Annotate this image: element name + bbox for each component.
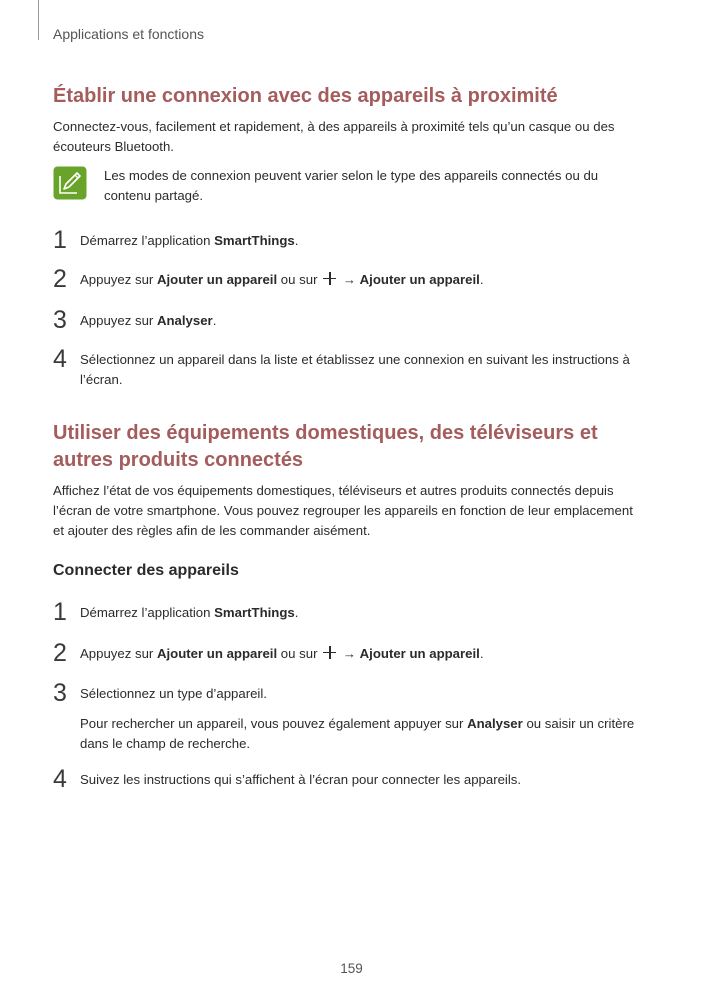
step-text <box>80 311 640 331</box>
step-text-post: . <box>212 313 217 328</box>
step-extra-text <box>80 714 640 754</box>
step-text-post: . <box>479 272 484 287</box>
section-1-intro-text: Connectez-vous, facilement et rapidement, à des appareils à proximité tels qu’un casque ou des écouteurs Bluetooth. <box>53 119 615 154</box>
section-1-intro <box>53 117 643 157</box>
step-number: 1 <box>53 598 67 626</box>
step-text: Suivez les instructions qui s’affichent à l’écran pour connecter les appareils. <box>80 772 522 787</box>
step-text-pre: Démarrez l’application <box>80 605 215 620</box>
step-text-pre: Appuyez sur <box>80 646 157 661</box>
plus-icon <box>323 272 336 285</box>
step-number: 1 <box>53 226 67 254</box>
step-text-pre: Démarrez l’application <box>80 233 215 248</box>
step-text-post: . <box>294 233 299 248</box>
step-number: 3 <box>53 306 67 334</box>
subsection-title-wrap <box>53 562 643 580</box>
step-number: 2 <box>53 639 67 667</box>
page-number: 159 <box>340 961 363 976</box>
step-action-label: Analyser <box>467 716 523 731</box>
step-extra-post: ou saisir un critère dans le champ de recherche. <box>80 716 635 751</box>
section-2-intro <box>53 481 643 541</box>
header-rule <box>38 0 39 40</box>
step-text-post: . <box>294 605 299 620</box>
step-text: Sélectionnez un appareil dans la liste et établissez une connexion en suivant les instructions à l’écran. <box>80 352 630 387</box>
step-action-label: Ajouter un appareil <box>359 646 480 661</box>
step-text <box>80 231 640 251</box>
section-title-connected <box>53 420 643 474</box>
note-pencil-icon <box>53 166 87 200</box>
step-number: 2 <box>53 265 67 293</box>
subsection-title: Connecter des appareils <box>53 562 239 579</box>
step-text <box>80 270 640 290</box>
step-text-mid: ou sur <box>277 272 322 287</box>
step-text-post: . <box>479 646 484 661</box>
step-action-label: Ajouter un appareil <box>359 272 480 287</box>
section-2-title: Utiliser des équipements domestiques, des téléviseurs et autres produits connectés <box>53 422 598 471</box>
step-text <box>80 603 640 623</box>
section-2-intro-text: Affichez l’état de vos équipements domestiques, téléviseurs et autres produits connectés depuis l’écran de votre smartphone. Vous pouvez regrouper les appareils en fonction de leur emplacement et ajouter des règles afin de les commander aisément. <box>53 483 633 538</box>
section-1-title: Établir une connexion avec des appareils à proximité <box>53 85 558 107</box>
step-text-mid: ou sur <box>277 646 322 661</box>
step-action-label: Analyser <box>156 313 213 328</box>
step-app-name: SmartThings <box>214 605 295 620</box>
step-text <box>80 684 640 754</box>
arrow-glyph: → <box>339 646 360 661</box>
header-title: Applications et fonctions <box>53 26 204 42</box>
step-number: 4 <box>53 765 67 793</box>
step-action-label: Ajouter un appareil <box>156 646 278 661</box>
note-text: Les modes de connexion peuvent varier selon le type des appareils connectés ou du contenu partagé. <box>104 168 599 203</box>
section-title-nearby <box>53 83 643 110</box>
arrow-glyph: → <box>339 272 360 287</box>
step-extra-pre: Pour rechercher un appareil, vous pouvez également appuyer sur <box>80 716 468 731</box>
step-number: 4 <box>53 345 67 373</box>
step-text-pre: Appuyez sur <box>80 313 157 328</box>
step-action-label: Ajouter un appareil <box>156 272 278 287</box>
step-number: 3 <box>53 679 67 707</box>
step-text-pre: Appuyez sur <box>80 272 157 287</box>
step-app-name: SmartThings <box>214 233 295 248</box>
step-main-text: Sélectionnez un type d’appareil. <box>80 686 267 701</box>
step-text <box>80 644 640 664</box>
plus-icon <box>323 646 336 659</box>
